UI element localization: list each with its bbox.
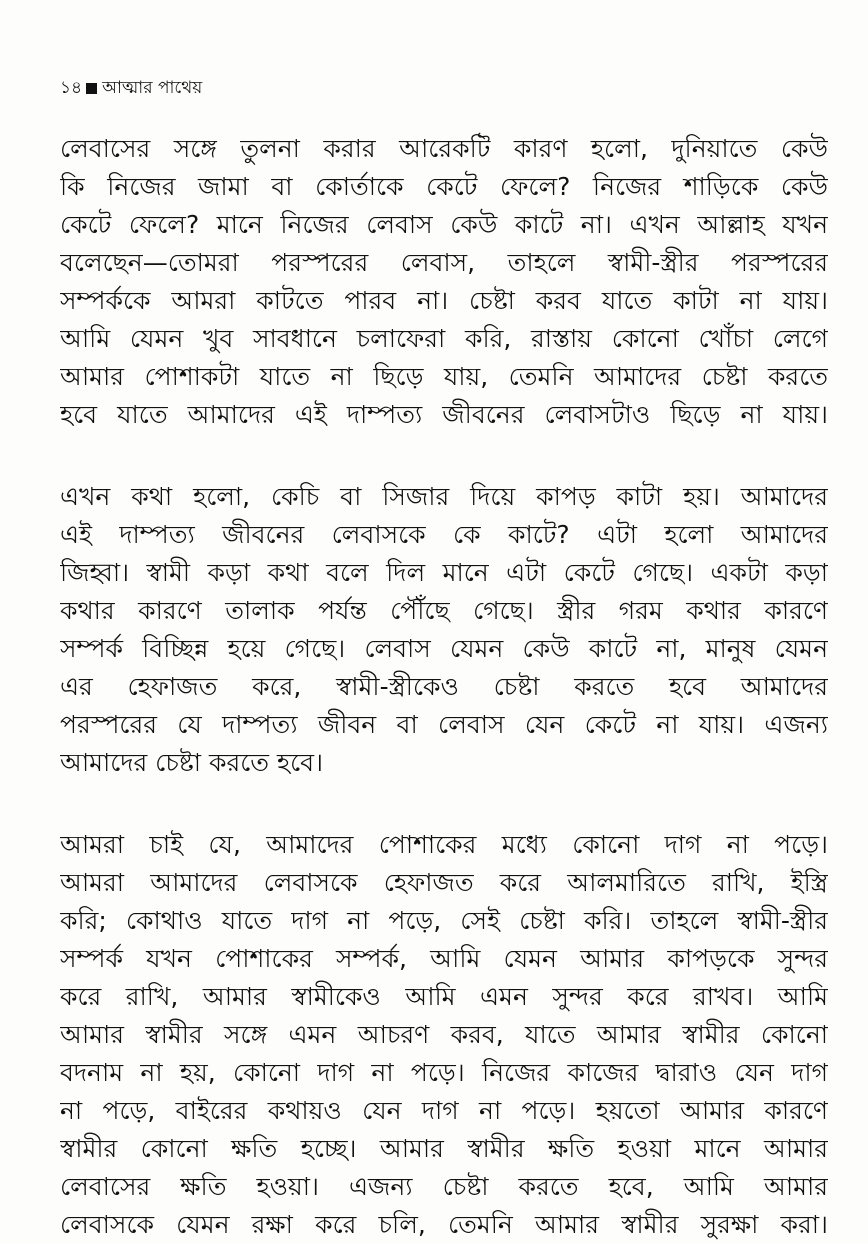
text-line: কথার কারণে তালাক পর্যন্ত পৌঁছে গেছে। স্ত্রীর গরম কথার কারণে — [60, 596, 828, 625]
text-line: কি নিজের জামা বা কোর্তাকে কেটে ফেলে? নিজের শাড়িকে কেউ — [60, 172, 828, 201]
text-line: স্বামীর কোনো ক্ষতি হচ্ছে। আমার স্বামীর ক্ষতি হওয়া মানে আমার — [60, 1134, 828, 1163]
text-line: আমার স্বামীর সঙ্গে এমন আচরণ করব, যাতে আমার স্বামীর কোনো — [60, 1020, 828, 1049]
text-line: করি; কোথাও যাতে দাগ না পড়ে, সেই চেষ্টা করি। তাহলে স্বামী-স্ত্রীর — [60, 906, 828, 935]
text-line: বদনাম না হয়, কোনো দাগ না পড়ে। নিজের কাজের দ্বারাও যেন দাগ — [60, 1058, 828, 1087]
text-line: বলেছেন—তোমরা পরস্পরের লেবাস, তাহলে স্বামী-স্ত্রীর পরস্পরের — [60, 248, 828, 277]
text-line: পরস্পরের যে দাম্পত্য জীবন বা লেবাস যেন কেটে না যায়। এজন্য — [60, 710, 828, 739]
text-line: এখন কথা হলো, কেচি বা সিজার দিয়ে কাপড় কাটা হয়। আমাদের — [60, 482, 828, 511]
text-line: আমাদের চেষ্টা করতে হবে। — [60, 748, 324, 777]
text-line: আমরা আমাদের লেবাসকে হেফাজত করে আলমারিতে রাখি, ইস্ত্রি — [60, 868, 828, 897]
text-line: হবে যাতে আমাদের এই দাম্পত্য জীবনের লেবাসটাও ছিড়ে না যায়। — [60, 400, 828, 429]
book-title: আত্মার পাথেয় — [102, 78, 203, 98]
page-body — [60, 130, 828, 1244]
text-line: করে রাখি, আমার স্বামীকেও আমি এমন সুন্দর করে রাখব। আমি — [60, 982, 828, 1011]
running-header — [60, 74, 828, 102]
text-line: লেবাসকে যেমন রক্ষা করে চলি, তেমনি আমার স্বামীর সুরক্ষা করা। — [60, 1210, 828, 1239]
text-line: এর হেফাজত করে, স্বামী-স্ত্রীকেও চেষ্টা করতে হবে আমাদের — [60, 672, 828, 701]
text-line: আমার পোশাকটা যাতে না ছিড়ে যায়, তেমনি আমাদের চেষ্টা করতে — [60, 362, 828, 391]
text-line: লেবাসের সঙ্গে তুলনা করার আরেকটি কারণ হলো, দুনিয়াতে কেউ — [60, 134, 828, 163]
text-line: সম্পর্ক যখন পোশাকের সম্পর্ক, আমি যেমন আমার কাপড়কে সুন্দর — [60, 944, 828, 973]
text-line: সম্পর্ককে আমরা কাটতে পারব না। চেষ্টা করব যাতে কাটা না যায়। — [60, 286, 828, 315]
text-line: জিহ্বা। স্বামী কড়া কথা বলে দিল মানে এটা কেটে গেছে। একটা কড়া — [60, 558, 828, 587]
text-line: আমি যেমন খুব সাবধানে চলাফেরা করি, রাস্তায় কোনো খোঁচা লেগে — [60, 324, 828, 353]
text-line: সম্পর্ক বিচ্ছিন্ন হয়ে গেছে। লেবাস যেমন কেউ কাটে না, মানুষ যেমন — [60, 634, 828, 663]
text-line: লেবাসের ক্ষতি হওয়া। এজন্য চেষ্টা করতে হবে, আমি আমার — [60, 1172, 828, 1201]
text-line: কেটে ফেলে? মানে নিজের লেবাস কেউ কাটে না। এখন আল্লাহ যখন — [60, 210, 828, 239]
text-line: না পড়ে, বাইরের কথায়ও যেন দাগ না পড়ে। হয়তো আমার কারণে — [60, 1096, 828, 1125]
page-number: ১৪ — [60, 78, 83, 98]
text-line: আমরা চাই যে, আমাদের পোশাকের মধ্যে কোনো দাগ না পড়ে। — [60, 830, 828, 859]
paragraph-3 — [60, 826, 828, 1244]
text-line: এই দাম্পত্য জীবনের লেবাসকে কে কাটে? এটা হলো আমাদের — [60, 520, 828, 549]
paragraph-1 — [60, 130, 828, 434]
square-bullet-icon — [86, 83, 97, 94]
paragraph-2 — [60, 478, 828, 782]
